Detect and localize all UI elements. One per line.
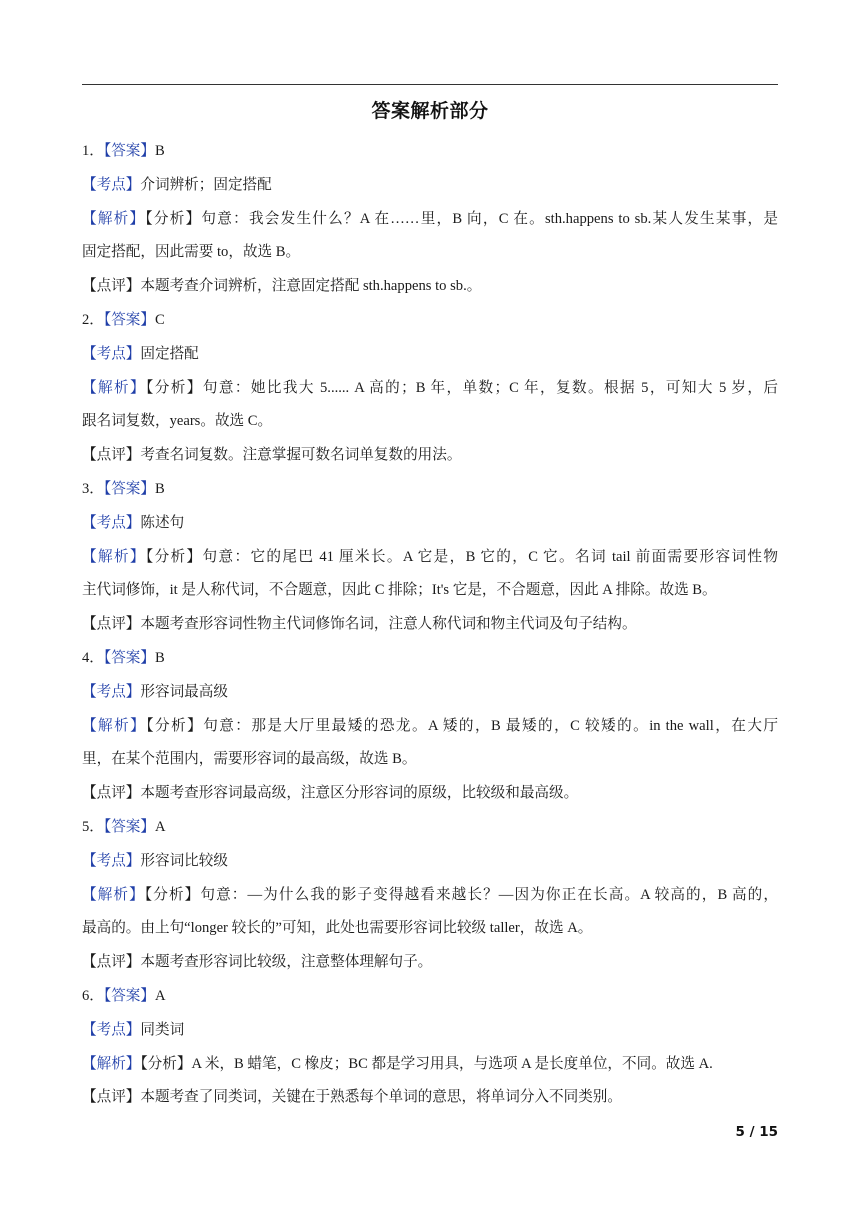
point-text: 陈述句 [140, 514, 185, 531]
analysis-text: 句意：那是大厅里最矮的恐龙。A 矮的，B 最矮的，C 较矮的。in the wall，在大厅 [203, 717, 778, 734]
comment-line [82, 1081, 778, 1115]
point-tag: 【考点】 [82, 514, 141, 531]
point-line [82, 507, 778, 541]
analysis-line [82, 912, 778, 946]
answer-value: A [154, 987, 166, 1004]
answer-value: B [154, 143, 165, 159]
analysis-line [82, 203, 778, 237]
analysis-line [82, 236, 778, 270]
analysis-tag: 【解析】 [82, 548, 146, 565]
analysis-line [82, 372, 778, 406]
point-text: 同类词 [140, 1021, 185, 1038]
header-rule [82, 84, 778, 85]
comment-line [82, 946, 778, 980]
analysis-line [82, 879, 778, 913]
point-line [82, 845, 778, 879]
question-number: 5． [82, 818, 104, 835]
analysis-line [82, 1048, 778, 1082]
fenxi-tag: 【分析】 [146, 717, 204, 734]
point-text: 固定搭配 [140, 345, 199, 362]
point-text: 形容词比较级 [140, 852, 228, 869]
answer-tag: 【答案】 [103, 143, 155, 159]
analysis-text: 句意：它的尾巴 41 厘米长。A 它是，B 它的，C 它。名词 tail 前面需要形容词性物 [202, 548, 778, 565]
answer-line [82, 473, 778, 507]
analysis-text: 主代词修饰，it 是人称代词，不合题意，因此 C 排除；It's 它是，不合题意，因此 A 排除。故选 B。 [82, 582, 717, 599]
answer-value: C [154, 311, 165, 328]
fenxi-tag: 【分析】 [146, 379, 203, 396]
comment-text: 本题考查形容词最高级，注意区分形容词的原级，比较级和最高级。 [140, 785, 579, 802]
comment-tag: 【点评】 [82, 278, 141, 295]
answer-value: B [154, 649, 165, 666]
analysis-text: 固定搭配，因此需要 to，故选 B。 [82, 244, 301, 261]
comment-tag: 【点评】 [82, 1089, 141, 1106]
point-tag: 【考点】 [82, 683, 141, 700]
comment-line [82, 608, 778, 642]
analysis-text: 句意：她比我大 5...... A 高的；B 年，单数；C 年，复数。根据 5，可知大 5 岁，后 [202, 379, 778, 396]
point-tag: 【考点】 [82, 345, 141, 362]
fenxi-tag: 【分析】 [140, 1055, 192, 1072]
point-tag: 【考点】 [82, 852, 141, 869]
comment-text: 考查名词复数。注意掌握可数名词单复数的用法。 [140, 447, 462, 464]
comment-line [82, 270, 778, 304]
fenxi-tag: 【分析】 [145, 548, 203, 565]
analysis-text: 跟名词复数，years。故选 C。 [82, 413, 273, 430]
answer-tag: 【答案】 [103, 987, 155, 1004]
question-number: 1． [82, 143, 104, 159]
analysis-line [82, 710, 778, 744]
answer-section [82, 135, 778, 1115]
analysis-text: 里，在某个范围内，需要形容词的最高级，故选 B。 [82, 751, 417, 768]
fenxi-tag: 【分析】 [144, 886, 201, 903]
answer-line [82, 980, 778, 1014]
analysis-tag: 【解析】 [82, 210, 146, 227]
comment-tag: 【点评】 [82, 447, 141, 464]
answer-line [82, 811, 778, 845]
comment-line [82, 777, 778, 811]
comment-tag: 【点评】 [82, 616, 141, 633]
comment-tag: 【点评】 [82, 785, 141, 802]
comment-text: 本题考查形容词性物主代词修饰名词，注意人称代词和物主代词及句子结构。 [140, 616, 637, 633]
point-tag: 【考点】 [82, 1021, 141, 1038]
analysis-text: A 米，B 蜡笔，C 橡皮；BC 都是学习用具，与选项 A 是长度单位，不同。故选 A. [191, 1055, 713, 1072]
question-number: 2． [82, 311, 104, 328]
question-number: 4． [82, 649, 104, 666]
analysis-line [82, 541, 778, 575]
analysis-text: 最高的。由上句“longer 较长的”可知，此处也需要形容词比较级 taller，故选 A。 [82, 920, 593, 937]
point-text: 介词辨析；固定搭配 [140, 176, 272, 193]
analysis-tag: 【解析】 [82, 379, 147, 396]
comment-line [82, 439, 778, 473]
comment-text: 本题考查介词辨析，注意固定搭配 sth.happens to sb.。 [140, 278, 482, 295]
comment-text: 本题考查形容词比较级，注意整体理解句子。 [140, 954, 433, 971]
analysis-line [82, 574, 778, 608]
point-line [82, 676, 778, 710]
answer-tag: 【答案】 [103, 649, 155, 666]
analysis-line [82, 743, 778, 777]
answer-tag: 【答案】 [103, 480, 155, 497]
analysis-tag: 【解析】 [82, 886, 145, 903]
point-tag: 【考点】 [82, 176, 141, 193]
analysis-tag: 【解析】 [82, 1055, 141, 1072]
answer-tag: 【答案】 [103, 311, 155, 328]
answer-line [82, 304, 778, 338]
question-number: 6． [82, 987, 104, 1004]
page-title: 答案解析部分 [371, 100, 489, 122]
point-line [82, 1014, 778, 1048]
point-line [82, 169, 778, 203]
point-line [82, 338, 778, 372]
answer-value: A [154, 818, 166, 835]
comment-tag: 【点评】 [82, 954, 141, 971]
point-text: 形容词最高级 [140, 683, 228, 700]
page-number: 5 / 15 [735, 1124, 778, 1140]
answer-line [82, 642, 778, 676]
analysis-tag: 【解析】 [82, 717, 147, 734]
question-number: 3． [82, 480, 104, 497]
analysis-line [82, 405, 778, 439]
comment-text: 本题考查了同类词，关键在于熟悉每个单词的意思，将单词分入不同类别。 [140, 1089, 622, 1106]
fenxi-tag: 【分析】 [145, 210, 202, 227]
analysis-text: 句意：我会发生什么？A 在……里，B 向，C 在。sth.happens to sb.某人发生某事，是 [201, 210, 778, 227]
analysis-text: 句意：—为什么我的影子变得越看来越长？—因为你正在长高。A 较高的，B 高的， [200, 886, 778, 903]
answer-line [82, 135, 778, 169]
answer-value: B [154, 480, 165, 497]
answer-tag: 【答案】 [103, 818, 155, 835]
